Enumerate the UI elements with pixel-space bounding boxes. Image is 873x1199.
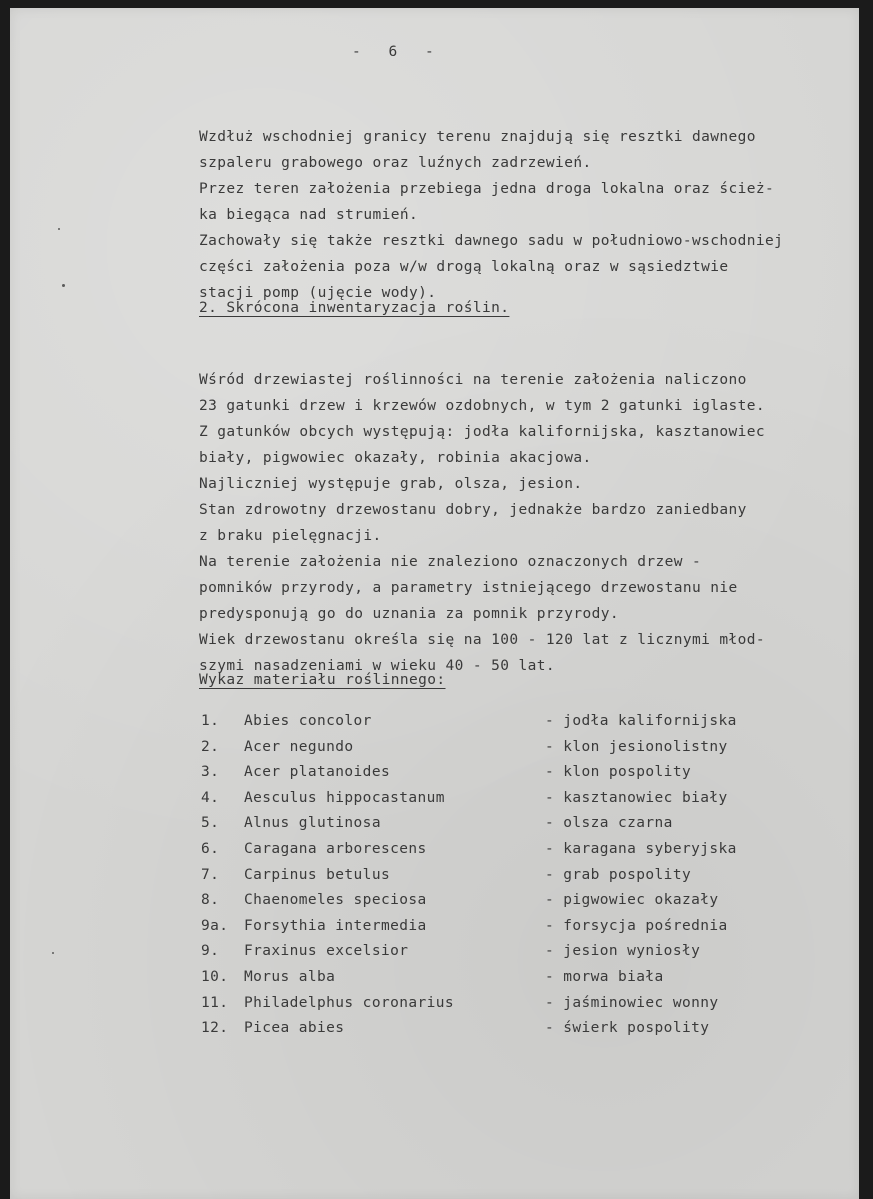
item-number: 5.	[201, 815, 220, 832]
latin-name: Alnus glutinosa	[244, 815, 381, 832]
polish-name: - jesion wyniosły	[545, 943, 701, 960]
plant-list	[0, 713, 873, 1046]
item-number: 7.	[201, 866, 220, 883]
polish-name: - kasztanowiec biały	[545, 789, 728, 806]
item-number: 9a.	[201, 917, 229, 934]
latin-name: Picea abies	[244, 1020, 345, 1037]
paragraph-line: z braku pielęgnacji.	[199, 528, 382, 544]
item-number: 8.	[201, 892, 220, 909]
list-item	[0, 892, 873, 918]
paragraph-line: predysponują go do uznania za pomnik przyrody.	[199, 606, 619, 622]
paragraph-line: Wiek drzewostanu określa się na 100 - 120 lat z licznymi młod-	[199, 632, 766, 648]
item-number: 4.	[201, 789, 220, 806]
paragraph-1	[199, 98, 783, 306]
latin-name: Carpinus betulus	[244, 866, 391, 883]
latin-name: Morus alba	[244, 968, 336, 985]
latin-name: Philadelphus coronarius	[244, 994, 454, 1011]
paragraph-line: biały, pigwowiec okazały, robinia akacjowa.	[199, 450, 592, 466]
paragraph-line: pomników przyrody, a parametry istniejącego drzewostanu nie	[199, 580, 738, 596]
list-item	[0, 790, 873, 816]
item-number: 12.	[201, 1020, 229, 1037]
polish-name: - świerk pospolity	[545, 1020, 710, 1037]
paragraph-line: części założenia poza w/w drogą lokalną oraz w sąsiedztwie	[199, 259, 729, 275]
paragraph-line: Zachowały się także resztki dawnego sadu w południowo-wschodniej	[199, 233, 784, 249]
polish-name: - pigwowiec okazały	[545, 892, 719, 909]
polish-name: - klon pospolity	[545, 764, 692, 781]
paragraph-line: 23 gatunki drzew i krzewów ozdobnych, w tym 2 gatunki iglaste.	[199, 398, 766, 414]
list-item	[0, 815, 873, 841]
item-number: 1.	[201, 713, 220, 729]
polish-name: - morwa biała	[545, 968, 664, 985]
item-number: 11.	[201, 994, 229, 1011]
polish-name: - olsza czarna	[545, 815, 673, 832]
list-item	[0, 841, 873, 867]
paragraph-line: stacji pomp (ujęcie wody).	[199, 285, 437, 301]
section-heading: 2. Skrócona inwentaryzacja roślin.	[199, 300, 510, 316]
latin-name: Acer negundo	[244, 738, 354, 755]
paragraph-line: ka biegąca nad strumień.	[199, 207, 419, 223]
paragraph-line: Najliczniej występuje grab, olsza, jesion.	[199, 476, 583, 492]
paragraph-line: Stan zdrowotny drzewostanu dobry, jednakże bardzo zaniedbany	[199, 502, 747, 518]
list-item	[0, 713, 873, 739]
paper-speck	[58, 228, 60, 230]
paragraph-line: Na terenie założenia nie znaleziono oznaczonych drzew -	[199, 554, 702, 570]
list-item	[0, 739, 873, 765]
item-number: 3.	[201, 764, 220, 781]
polish-name: - klon jesionolistny	[545, 738, 728, 755]
paragraph-line: Przez teren założenia przebiega jedna droga lokalna oraz ścież-	[199, 181, 775, 197]
paper-speck	[62, 284, 65, 287]
latin-name: Abies concolor	[244, 713, 372, 729]
paragraph-2	[199, 341, 765, 679]
latin-name: Caragana arborescens	[244, 840, 427, 857]
item-number: 10.	[201, 968, 229, 985]
polish-name: - karagana syberyjska	[545, 840, 737, 857]
list-item	[0, 995, 873, 1021]
latin-name: Aesculus hippocastanum	[244, 789, 445, 806]
list-item	[0, 1020, 873, 1046]
paragraph-line: Wśród drzewiastej roślinności na terenie założenia naliczono	[199, 372, 747, 388]
polish-name: - grab pospolity	[545, 866, 692, 883]
item-number: 2.	[201, 738, 220, 755]
paragraph-line: Z gatunków obcych występują: jodła kalifornijska, kasztanowiec	[199, 424, 766, 440]
paragraph-line: szymi nasadzeniami w wieku 40 - 50 lat.	[199, 658, 556, 674]
polish-name: - jaśminowiec wonny	[545, 994, 719, 1011]
latin-name: Chaenomeles speciosa	[244, 892, 427, 909]
paragraph-line: szpaleru grabowego oraz luźnych zadrzewień.	[199, 155, 592, 171]
list-item	[0, 943, 873, 969]
list-item	[0, 764, 873, 790]
list-heading: Wykaz materiału roślinnego:	[199, 672, 446, 688]
item-number: 6.	[201, 840, 220, 857]
list-item	[0, 918, 873, 944]
list-item	[0, 867, 873, 893]
polish-name: - jodła kalifornijska	[545, 713, 737, 729]
page-number: - 6 -	[352, 44, 435, 60]
polish-name: - forsycja pośrednia	[545, 917, 728, 934]
latin-name: Fraxinus excelsior	[244, 943, 409, 960]
paragraph-line: Wzdłuż wschodniej granicy terenu znajdują się resztki dawnego	[199, 129, 756, 145]
list-item	[0, 969, 873, 995]
item-number: 9.	[201, 943, 220, 960]
latin-name: Acer platanoides	[244, 764, 391, 781]
latin-name: Forsythia intermedia	[244, 917, 427, 934]
